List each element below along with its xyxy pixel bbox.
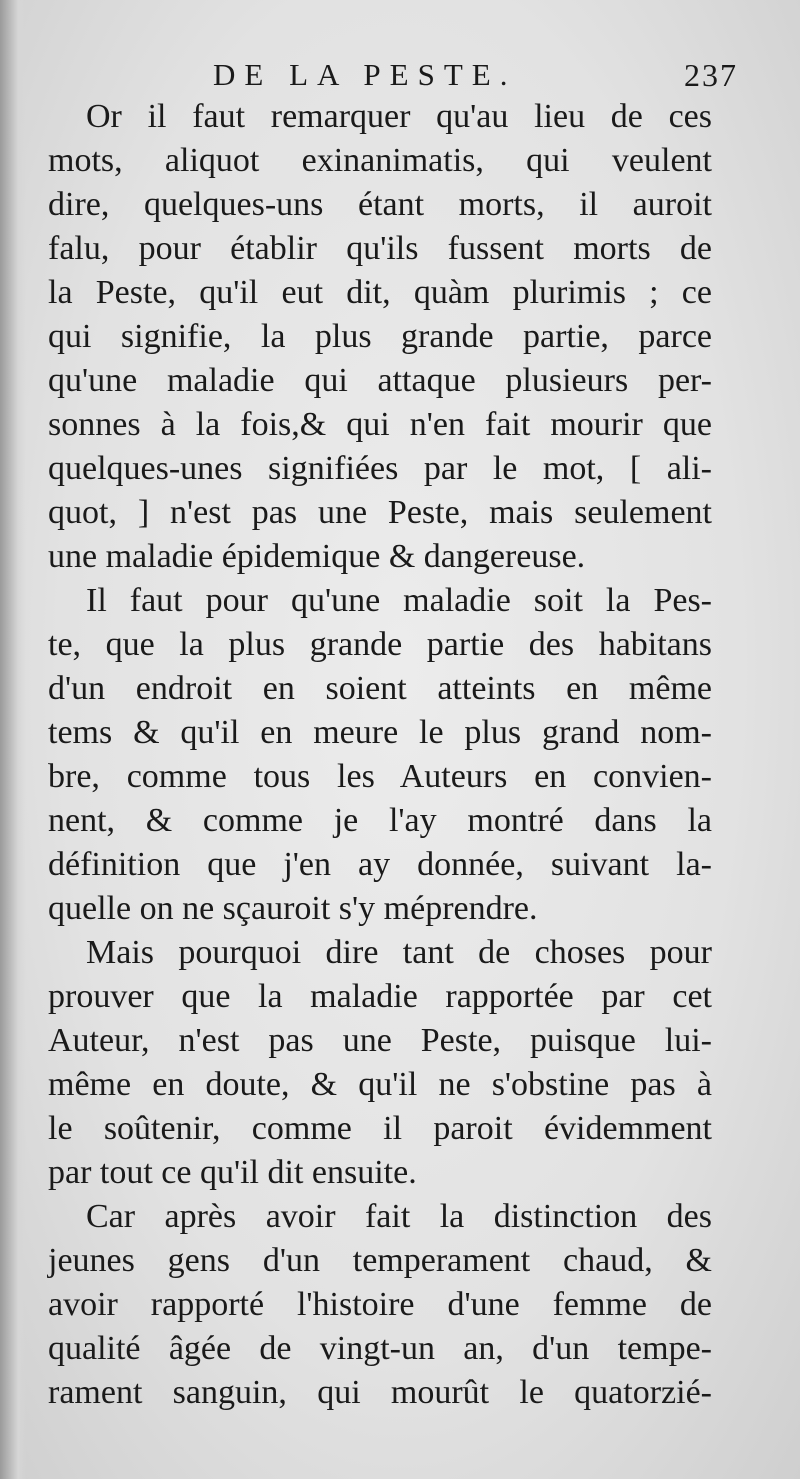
- text-line: bre, comme tous les Auteurs en convien-: [48, 758, 712, 795]
- text-line: te, que la plus grande partie des habitans: [48, 626, 712, 663]
- text-line: jeunes gens d'un temperament chaud, &: [48, 1242, 712, 1279]
- text-line: tems & qu'il en meure le plus grand nom-: [48, 714, 712, 751]
- text-line: rament sanguin, qui mourût le quatorzié-: [48, 1374, 712, 1411]
- text-line: dire, quelques-uns étant morts, il auroit: [48, 186, 712, 223]
- text-line: Mais pourquoi dire tant de choses pour: [86, 934, 712, 971]
- text-line: falu, pour établir qu'ils fussent morts de: [48, 230, 712, 267]
- text-line: par tout ce qu'il dit ensuite.: [48, 1154, 417, 1191]
- text-line: quot, ] n'est pas une Peste, mais seulement: [48, 494, 712, 531]
- text-line: une maladie épidemique & dangereuse.: [48, 538, 586, 575]
- text-line: Auteur, n'est pas une Peste, puisque lui-: [48, 1022, 712, 1059]
- running-title: DE LA PESTE.: [213, 57, 517, 92]
- text-line: même en doute, & qu'il ne s'obstine pas à: [48, 1066, 712, 1103]
- text-line: Car après avoir fait la distinction des: [86, 1198, 712, 1235]
- text-line: qu'une maladie qui attaque plusieurs per-: [48, 362, 712, 399]
- text-line: nent, & comme je l'ay montré dans la: [48, 802, 712, 839]
- text-line: définition que j'en ay donnée, suivant la-: [48, 846, 712, 883]
- text-line: qualité âgée de vingt-un an, d'un tempe-: [48, 1330, 712, 1367]
- text-line: prouver que la maladie rapportée par cet: [48, 978, 712, 1015]
- text-line: mots, aliquot exinanimatis, qui veulent: [48, 142, 712, 179]
- text-line: qui signifie, la plus grande partie, parce: [48, 318, 712, 355]
- text-line: la Peste, qu'il eut dit, quàm plurimis ; ce: [48, 274, 712, 311]
- text-line: quelle on ne sçauroit s'y méprendre.: [48, 890, 538, 927]
- page-number: 237: [684, 57, 738, 93]
- text-line: quelques-unes signifiées par le mot, [ ali-: [48, 450, 712, 487]
- text-line: le soûtenir, comme il paroit évidemment: [48, 1110, 712, 1147]
- body-text: [48, 95, 712, 1415]
- gutter-shadow: [0, 0, 26, 1479]
- text-line: Il faut pour qu'une maladie soit la Pes-: [86, 582, 712, 619]
- text-line: Or il faut remarquer qu'au lieu de ces: [86, 98, 712, 135]
- text-line: avoir rapporté l'histoire d'une femme de: [48, 1286, 712, 1323]
- running-head: [48, 52, 738, 98]
- text-line: sonnes à la fois,& qui n'en fait mourir que: [48, 406, 712, 443]
- text-line: d'un endroit en soient atteints en même: [48, 670, 712, 707]
